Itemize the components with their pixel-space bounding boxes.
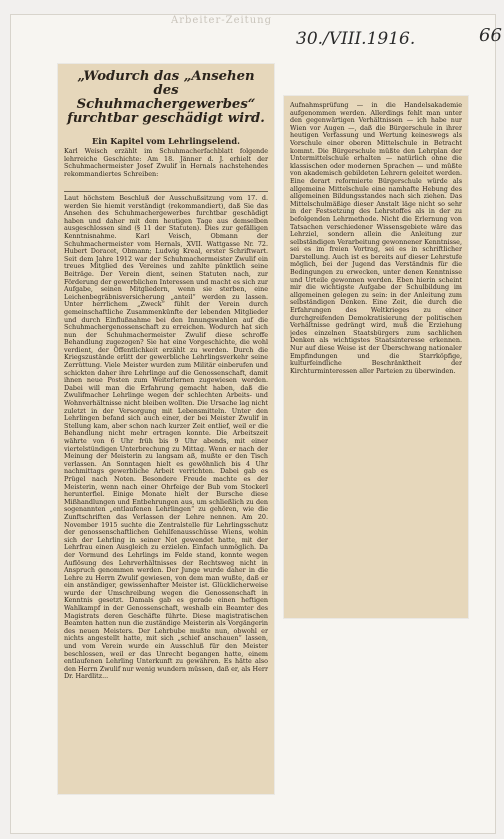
article-headline: „Wodurch das „Ansehen des Schuhmachergewerbes“ furchtbar geschädigt wird. [67, 69, 265, 126]
article-intro: Karl Weisch erzählt im Schuhmacherfachblatt folgende lehrreiche Geschichte: Am 18. Jänner d. J. erhielt der Schuhmachermeister Josef Zwulif in Hernals nachstehendes rekommandiertes Schreiben: [64, 147, 268, 178]
newspaper-clipping-right [284, 96, 468, 618]
column-divider [64, 191, 268, 192]
handwritten-date: 30./VIII.1916. [296, 29, 416, 49]
handwritten-page-number: 66 [479, 25, 502, 46]
article-body-left: Laut höchstem Beschluß der Ausschußsitzung vom 17. d. werden Sie hiemit verständigt (rekommandiert), daß Sie das Ansehen des Schuhmachergewerbes furchtbar geschädigt haben und daher mit dem heutigen Tage aus demselben ausgeschlossen sind (§ 11 der Statuten). Dies zur gefälligen Kenntnisnahme. Karl Veisch, Obmann der Schuhmachermeister vom Hernals, XVII. Wattgasse Nr. 72. Hubert Doracet, Obmann; Ludwig Kreal, erster Schriftwart. Seit dem Jahre 1912 war der Schuhmachermeister Zwulif ein treues Mitglied des Vereines und zahlte pünktlich seine Beiträge. Der Verein dient, seinen Statuten nach, zur Förderung der gewerblichen Interessen und macht es sich zur Aufgabe, seinen Mitgliedern, wenn sie sterben, eine Leichenbegräbnisversicherung „anteil“ werden zu lassen. Unter herrlichem „Zweck“ fühlt der Verein durch gemeinschaftliche Zusammenkünfte der lebenden Mitglieder und durch Einflußnahme bei den Innungswahlen auf die Schuhmachergenossenschaft zu erreichen. Wodurch hat sich nun der Schuhmachermeister Zwulif diese schroffe Behandlung zugezogen? Sie hat eine Vorgeschichte, die wohl verdient, der Öffentlichkeit erzählt zu werden. Durch die Kriegszustände erlitt der gewerbliche Lehrlingsverkehr seine Zerrüttung. Viele Meister wurden zum Militär einberufen und schickten daher ihre Lehrlinge auf die Genossenschaft, damit ihnen neue Posten zum Weiterlernen zugewiesen werden. Dabei will man die Erfahrung gemacht haben, daß die Zwulifmacher Lehrlinge wegen der schlechten Arbeits- und Wohnverhältnisse nicht bleiben wollten. Die Ursache lag nicht zuletzt in der Versorgung mit Lebensmitteln. Unter den Lehrlingen befand sich auch einer, der bei Meister Zwulif in Stellung kam, aber schon nach kurzer Zeit entlief, weil er die Behandlung nicht mehr ertragen konnte. Die Arbeitszeit währte von 6 Uhr früh bis 9 Uhr abends, mit einer viertelstündigen Unterbrechung zu Mittag. Wenn er nach der Meinung der Meisterin zu langsam aß, mußte er den Tisch verlassen. An Sonntagen hielt es gewöhnlich bis 4 Uhr nachmittags gewerbliche Arbeit verrichten. Dabei gab es Prügel nach Noten. Besondere Freude machte es der Meisterin, wenn nach einer Ohrfeige der Bub vom Stockerl herunterfiel. Einige Monate hielt der Bursche diese Mißhandlungen und Entbehrungen aus, um schließlich zu den sogenannten „entlaufenen Lehrlingen“ zu gehören, wie die Zunftschriften das Verlassen der Lehre nennen. Am 20. November 1915 suchte die Zentralstelle für Lehrlingsschutz der genossenschaftlichen Gehilfenausschüsse Wiens, wohin sich der Lehrling in seiner Not gewendet hatte, mit der Lehrfrau einen Ausgleich zu erzielen. Einfach unmöglich. Da der Vormund des Lehrlings im Felde stand, konnte wegen Auflösung des Lehrverhältnisses der Rechtsweg nicht in Anspruch genommen werden. Der Junge wurde daher in die Lehre zu Herrn Zwulif gewiesen, von dem man wußte, daß er ein anständiger, gewissenhafter Meister ist. Glücklicherweise wurde der Umschreibung wegen die Genossenschaft in Kenntnis gesetzt. Damals gab es gerade einen heftigen Wahlkampf in der Genossenschaft, weshalb ein Beamter des Magistrats deren Geschäfte führte. Diese magistratischen Beamten hatten nun die zuständige Meisterin als Vorgängerin des neuen Meisters. Der Lehrbube mußte nun, obwohl er nichts angestellt hatte, mit sich „schief anschauen“ lassen, und vom Verein wurde ein Ausschluß für den Meister beschlossen, weil er das Unrecht begangen hatte, einem entlaufenen Lehrling Unterkunft zu gewähren. Es hätte also den Herrn Zwulif nur wenig wundern müssen, daß er, als Herr Dr. Hardlitz... [64, 195, 268, 681]
article-subheading: Ein Kapitel vom Lehrlingselend. [92, 136, 240, 146]
newspaper-clipping-left [58, 64, 274, 794]
masthead-stamp: Arbeiter-Zeitung [171, 15, 272, 26]
article-body-right: Aufnahmsprüfung — in die Handelsakademie aufgenommen werden. Allerdings fehlt man unter den gegenwärtigen Verhältnissen — ich habe nur Wien vor Augen —, daß die Bürgerschule in ihrer heutigen Verfassung und Wertung keineswegs als Vorschule einer oberen Mittelschule in Betracht kommt. Die Bürgerschule müßte den Lehrplan der Untermittelschule erhalten — natürlich ohne die klassischen oder modernen Sprachen — und müßte von akademisch gebildeten Lehrern geleitet werden. Eine derart reformierte Bürgerschule würde als allgemeine Mittelschule eine namhafte Hebung des allgemeinen Bildungsstandes nach sich ziehen. Das Mittelschulmäßige dieser Anstalt läge nicht so sehr in der Festsetzung des Lehrstoffes als in der zu befolgenden Lehrmethode. Nicht die Erlernung von Tatsachen verschiedener Wissensgebiete wäre das Lehrziel, sondern allein die Anleitung zur selbständigen Verarbeitung gewonnener Kenntnisse, sei es im freien Vortrag, sei es in schriftlicher Darstellung. Auch ist es bereits auf dieser Lehrstufe möglich, bei der Jugend das Verständnis für die Bedingungen zu erwecken, unter denen Kenntnisse und Urteile gewonnen werden. Eben hierin scheint mir die wichtigste Aufgabe der Schulbildung im allgemeinen gelegen zu sein: in der Anleitung zum selbständigen Denken. Eine Zeit, die durch die Erfahrungen des Weltkrieges zu einer durchgreifenden Demokratisierung der politischen Verhältnisse gedrängt wird, muß die Erziehung jedes einzelnen Staatsbürgers zum sachlichen Denken als wichtigstes Staatsinteresse erkennen. Nur auf diese Weise ist der Überschwang nationaler Empfindungen und die Starrköpfige, kulturfeindliche Beschränktheit der Kirchturminteressen aller Parteien zu überwinden. [290, 102, 462, 375]
